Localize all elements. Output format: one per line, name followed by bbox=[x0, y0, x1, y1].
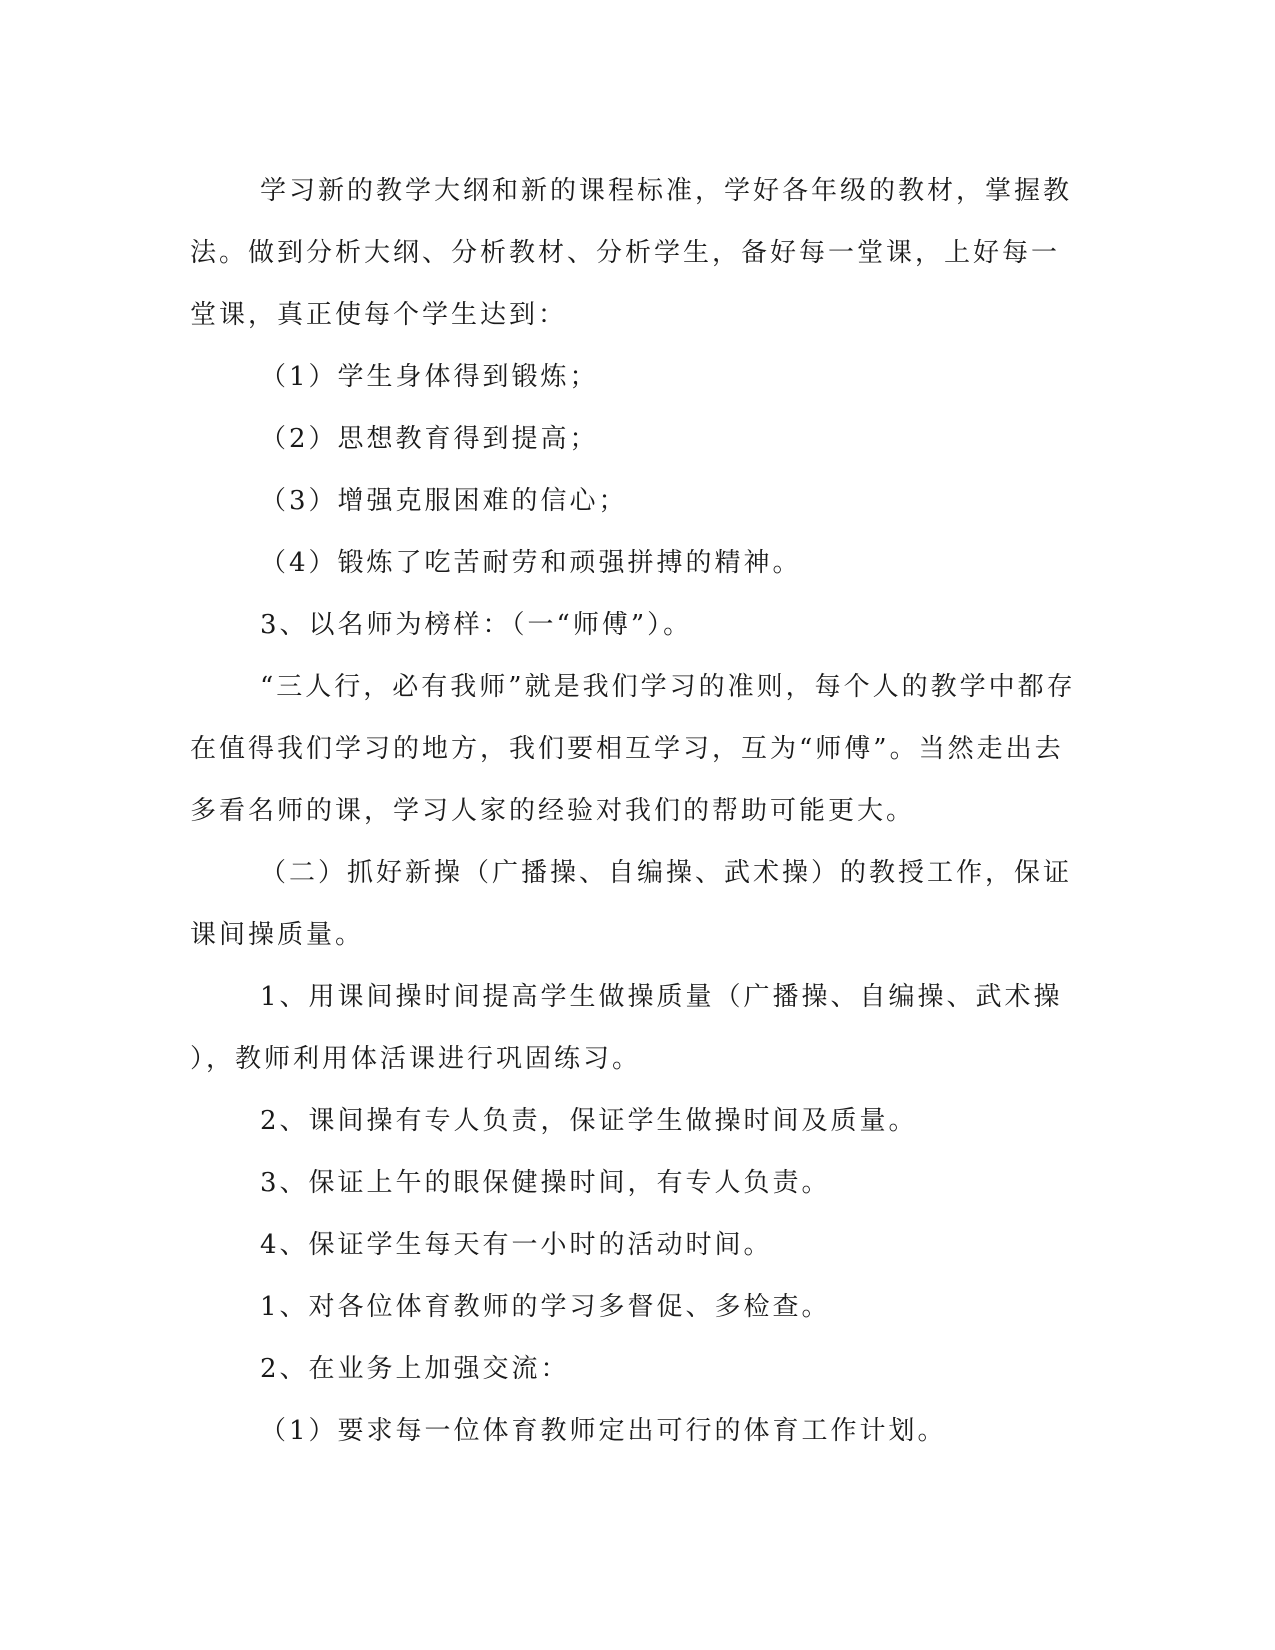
paragraph-line: 学习新的教学大纲和新的课程标准，学好各年级的教材，掌握教 bbox=[260, 176, 1073, 206]
paragraph-line: 在值得我们学习的地方，我们要相互学习，互为“师傅”。当然走出去 bbox=[190, 734, 1064, 764]
paragraph-line: 法。做到分析大纲、分析教材、分析学生，备好每一堂课，上好每一 bbox=[190, 238, 1061, 268]
list-item: 1、用课间操时间提高学生做操质量（广播操、自编操、武术操 bbox=[260, 982, 1063, 1012]
paragraph-line: 多看名师的课，学习人家的经验对我们的帮助可能更大。 bbox=[190, 796, 916, 826]
section-heading: （二）抓好新操（广播操、自编操、武术操）的教授工作，保证 bbox=[260, 858, 1073, 888]
list-item: （2）思想教育得到提高； bbox=[260, 424, 599, 454]
list-item: （4）锻炼了吃苦耐劳和顽强拼搏的精神。 bbox=[260, 548, 802, 578]
paragraph-line: “三人行，必有我师”就是我们学习的准则，每个人的教学中都存 bbox=[260, 672, 1076, 702]
list-item: （3）增强克服困难的信心； bbox=[260, 486, 628, 516]
paragraph-line: ），教师利用体活课进行巩固练习。 bbox=[190, 1044, 642, 1074]
list-item: 4、保证学生每天有一小时的活动时间。 bbox=[260, 1230, 773, 1260]
list-item: 1、对各位体育教师的学习多督促、多检查。 bbox=[260, 1292, 831, 1322]
list-item: （1）学生身体得到锻炼； bbox=[260, 362, 599, 392]
list-item: 3、保证上午的眼保健操时间，有专人负责。 bbox=[260, 1168, 831, 1198]
section-heading: 3、以名师为榜样：（一“师傅”）。 bbox=[260, 610, 693, 640]
paragraph-line: 课间操质量。 bbox=[190, 920, 365, 950]
paragraph-line: 堂课，真正使每个学生达到： bbox=[190, 300, 568, 330]
list-item: 2、在业务上加强交流： bbox=[260, 1354, 570, 1384]
list-item: （1）要求每一位体育教师定出可行的体育工作计划。 bbox=[260, 1416, 947, 1446]
list-item: 2、课间操有专人负责，保证学生做操时间及质量。 bbox=[260, 1106, 918, 1136]
document-body bbox=[190, 160, 1090, 1462]
